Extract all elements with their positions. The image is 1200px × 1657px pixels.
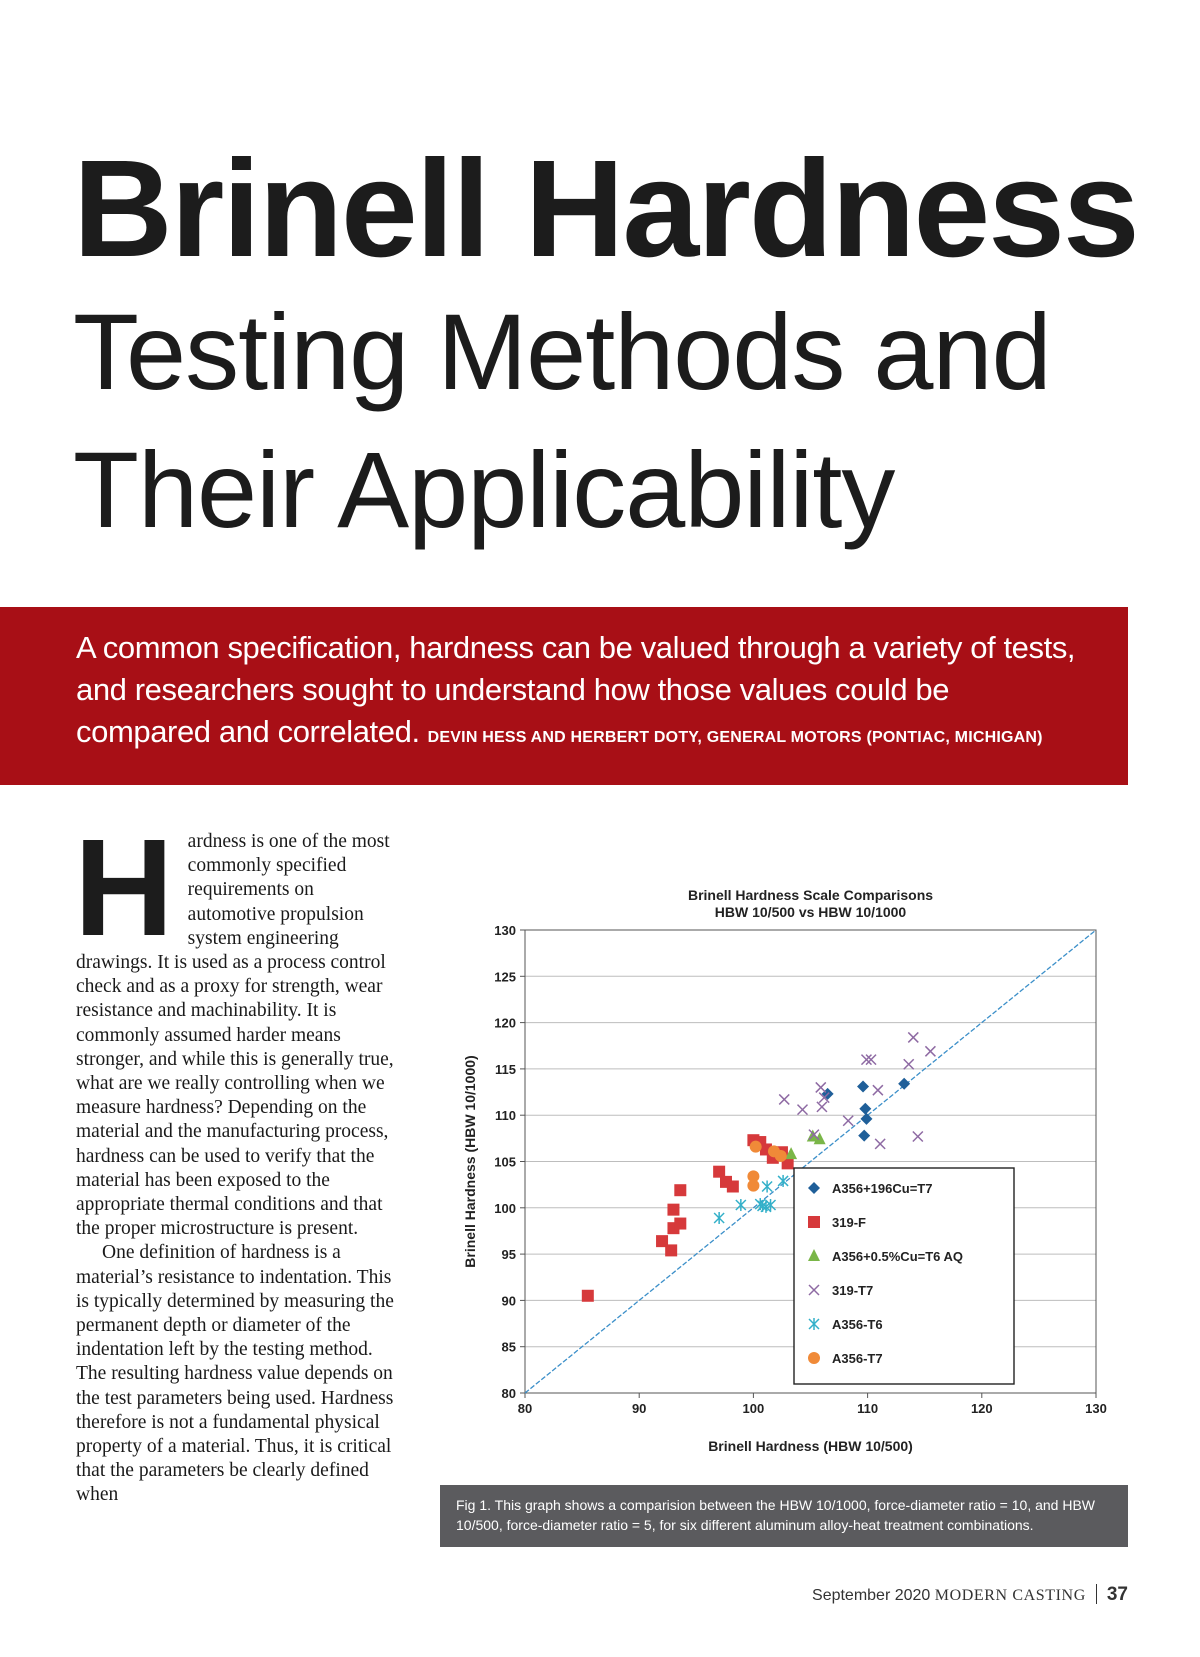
circle-marker bbox=[808, 1352, 820, 1364]
circle-marker bbox=[750, 1141, 762, 1153]
data-point bbox=[750, 1141, 762, 1153]
chart-subtitle: HBW 10/500 vs HBW 10/1000 bbox=[714, 904, 907, 920]
y-tick-label: 120 bbox=[494, 1015, 516, 1031]
y-tick-label: 95 bbox=[501, 1247, 516, 1263]
y-tick-label: 115 bbox=[495, 1061, 516, 1077]
y-tick-label: 105 bbox=[494, 1154, 516, 1170]
square-marker bbox=[674, 1218, 686, 1230]
legend-label: 319-F bbox=[832, 1215, 866, 1230]
circle-marker bbox=[775, 1150, 787, 1162]
data-point bbox=[747, 1170, 759, 1182]
legend-label: A356-T7 bbox=[832, 1351, 883, 1366]
data-point bbox=[674, 1184, 686, 1196]
figure-chart bbox=[440, 880, 1140, 1470]
headline-sub bbox=[73, 283, 1051, 559]
data-point bbox=[582, 1290, 594, 1302]
data-point bbox=[904, 1059, 914, 1069]
headline-sub-line-2: Their Applicability bbox=[73, 429, 895, 550]
data-point bbox=[875, 1139, 885, 1149]
data-point bbox=[913, 1131, 923, 1141]
figure-caption: Fig 1. This graph shows a comparision between the HBW 10/1000, force-diameter ratio = 10, and HBW 10/500, force-diameter ratio = 5, for six different aluminum alloy-heat treatment combinations. bbox=[440, 1485, 1128, 1547]
square-marker bbox=[582, 1290, 594, 1302]
scatter-chart bbox=[440, 880, 1140, 1470]
y-tick-label: 85 bbox=[501, 1339, 516, 1355]
data-point bbox=[775, 1150, 787, 1162]
square-marker bbox=[674, 1184, 686, 1196]
data-point bbox=[674, 1218, 686, 1230]
data-point bbox=[798, 1105, 808, 1115]
body-paragraph-1: ardness is one of the most commonly specified requirements on automotive propulsion system engineering drawings. It is used as a process control check and as a proxy for strength, wear resistance and machinability. It is commonly assumed harder means stronger, and while this is generally true, what are we really controlling when we measure hardness? Depending on the material and the manufacturing process, hardness can be used to verify that the material has been exposed to the appropriate thermal conditions and that the proper microstructure is present. bbox=[76, 831, 394, 1240]
circle-marker bbox=[747, 1170, 759, 1182]
data-point bbox=[762, 1181, 772, 1193]
drop-cap: H bbox=[74, 811, 174, 965]
deck-text bbox=[76, 627, 1088, 759]
data-point bbox=[843, 1116, 853, 1126]
data-point bbox=[908, 1032, 918, 1042]
square-marker bbox=[667, 1204, 679, 1216]
x-tick-label: 100 bbox=[742, 1401, 765, 1416]
x-axis-label: Brinell Hardness (HBW 10/500) bbox=[708, 1438, 913, 1454]
headline-sub-line-1: Testing Methods and bbox=[73, 291, 1051, 412]
data-point bbox=[816, 1082, 826, 1092]
x-tick-label: 110 bbox=[857, 1401, 879, 1416]
legend-label: 319-T7 bbox=[832, 1283, 874, 1298]
chart-title: Brinell Hardness Scale Comparisons bbox=[687, 887, 934, 903]
legend-label: A356-T6 bbox=[832, 1317, 883, 1332]
diamond-marker bbox=[857, 1080, 869, 1092]
data-point bbox=[898, 1078, 910, 1090]
legend-marker bbox=[808, 1216, 820, 1228]
diamond-marker bbox=[898, 1078, 910, 1090]
data-point bbox=[925, 1046, 935, 1056]
headline-main: Brinell Hardness bbox=[73, 132, 1138, 286]
page-number: 37 bbox=[1106, 1584, 1128, 1605]
data-point bbox=[858, 1130, 870, 1142]
y-tick-label: 80 bbox=[501, 1386, 516, 1401]
diamond-marker bbox=[858, 1130, 870, 1142]
y-tick-label: 130 bbox=[494, 923, 516, 938]
footer-magazine: MODERN CASTING bbox=[934, 1587, 1086, 1604]
x-tick-label: 120 bbox=[970, 1401, 993, 1416]
square-marker bbox=[727, 1181, 739, 1193]
data-point bbox=[736, 1199, 746, 1211]
data-point bbox=[727, 1181, 739, 1193]
legend-label: A356+0.5%Cu=T6 AQ bbox=[832, 1249, 964, 1264]
y-tick-label: 110 bbox=[495, 1108, 516, 1124]
x-tick-label: 90 bbox=[631, 1401, 647, 1416]
data-point bbox=[779, 1094, 789, 1104]
data-point bbox=[714, 1212, 724, 1224]
y-axis-label: Brinell Hardness (HBW 10/1000) bbox=[462, 1055, 478, 1268]
deck-banner bbox=[0, 607, 1128, 785]
data-point bbox=[861, 1055, 871, 1065]
legend-box bbox=[794, 1168, 1014, 1384]
square-marker bbox=[808, 1216, 820, 1228]
y-tick-label: 125 bbox=[494, 969, 516, 985]
y-tick-label: 90 bbox=[501, 1293, 516, 1309]
data-point bbox=[667, 1204, 679, 1216]
deck-summary: A common specification, hardness can be valued through a variety of tests, and researchers sought to understand how those values could be compared and correlated. bbox=[76, 630, 1076, 749]
article-body bbox=[74, 811, 406, 1508]
data-point bbox=[665, 1244, 677, 1256]
data-point bbox=[857, 1080, 869, 1092]
data-point bbox=[873, 1085, 883, 1095]
data-point bbox=[866, 1055, 876, 1065]
body-paragraph-2: One definition of hardness is a material’s resistance to indentation. This is typically determined by measuring the permanent depth or diameter of the indentation left by the testing method. The resulting hardness value depends on the test parameters being used. Hardness therefore is not a fundamental physical property of a material. Thus, it is critical that the parameters be clearly defined when bbox=[76, 1242, 394, 1506]
legend-marker bbox=[808, 1352, 820, 1364]
page-footer bbox=[812, 1584, 1128, 1606]
footer-divider bbox=[1096, 1584, 1097, 1604]
legend-label: A356+196Cu=T7 bbox=[832, 1181, 933, 1196]
byline: DEVIN HESS AND HERBERT DOTY, GENERAL MOTORS (PONTIAC, MICHIGAN) bbox=[427, 729, 1043, 746]
footer-date: September 2020 bbox=[812, 1587, 931, 1604]
y-tick-label: 100 bbox=[494, 1200, 516, 1216]
square-marker bbox=[665, 1244, 677, 1256]
x-tick-label: 80 bbox=[517, 1401, 533, 1416]
data-point bbox=[817, 1102, 827, 1112]
x-tick-label: 130 bbox=[1085, 1401, 1107, 1416]
